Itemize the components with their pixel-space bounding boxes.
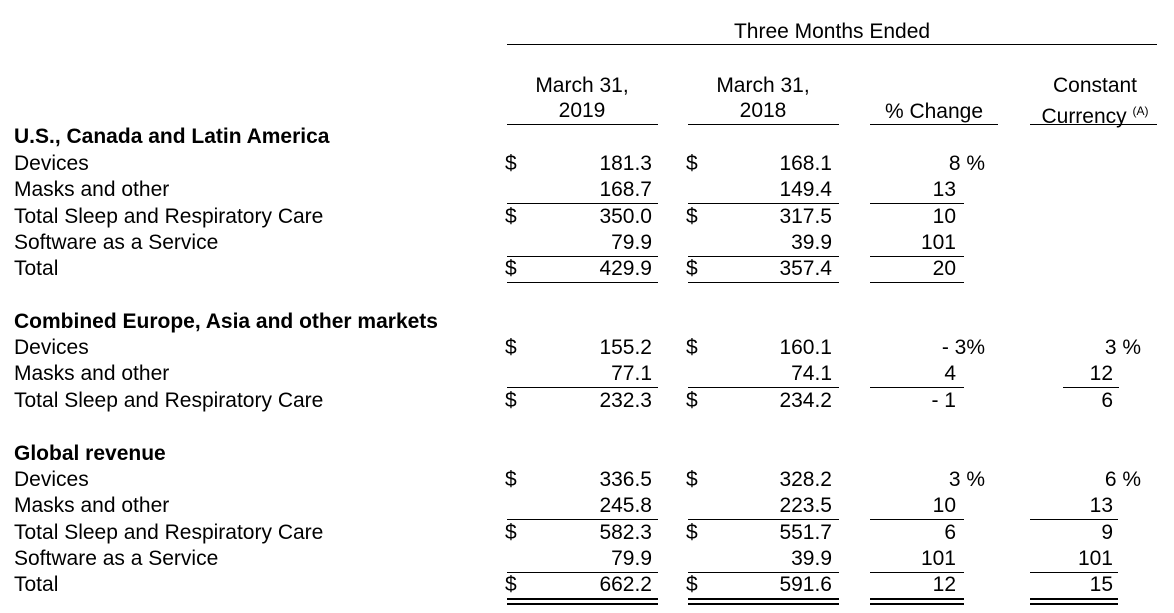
currency-symbol: $ — [686, 573, 698, 596]
section-title-americas: U.S., Canada and Latin America — [14, 125, 330, 148]
grand-total-rule — [507, 598, 658, 605]
col-2018-line2: 2018 — [739, 99, 787, 122]
grand-total-rule — [688, 598, 839, 605]
currency-symbol: $ — [686, 336, 698, 359]
currency-symbol: $ — [686, 257, 698, 280]
currency-symbol: $ — [686, 152, 698, 175]
col-2019-rule — [507, 124, 658, 125]
currency-symbol: $ — [505, 521, 517, 544]
currency-symbol: $ — [505, 257, 517, 280]
header-rule — [507, 44, 1157, 45]
currency-symbol: $ — [505, 389, 517, 412]
currency-symbol: $ — [686, 521, 698, 544]
pct-change-header: % Change — [884, 100, 984, 123]
currency-symbol: $ — [505, 468, 517, 491]
footnote-marker: (A) — [1132, 104, 1149, 118]
currency-symbol: $ — [686, 205, 698, 228]
constant-currency-line1: Constant — [1052, 74, 1138, 97]
col-2019-line2: 2019 — [558, 99, 606, 122]
grand-total-rule — [870, 598, 964, 605]
section-title-global: Global revenue — [14, 442, 166, 465]
currency-symbol: $ — [505, 205, 517, 228]
currency-symbol: $ — [505, 573, 517, 596]
currency-symbol: $ — [686, 389, 698, 412]
constant-currency-line2: Currency $^{(A)}$ — [1041, 104, 1149, 128]
pct-change-rule — [870, 124, 998, 125]
col-2018-line1: March 31, — [716, 74, 810, 97]
col-2018-rule — [688, 124, 839, 125]
grand-total-rule — [1030, 598, 1118, 605]
constant-currency-rule — [1030, 124, 1157, 125]
col-2019-line1: March 31, — [535, 74, 629, 97]
period-header: Three Months Ended — [733, 20, 931, 43]
currency-symbol: $ — [686, 468, 698, 491]
currency-symbol: $ — [505, 336, 517, 359]
section-title-europe-asia: Combined Europe, Asia and other markets — [14, 310, 438, 333]
currency-symbol: $ — [505, 152, 517, 175]
